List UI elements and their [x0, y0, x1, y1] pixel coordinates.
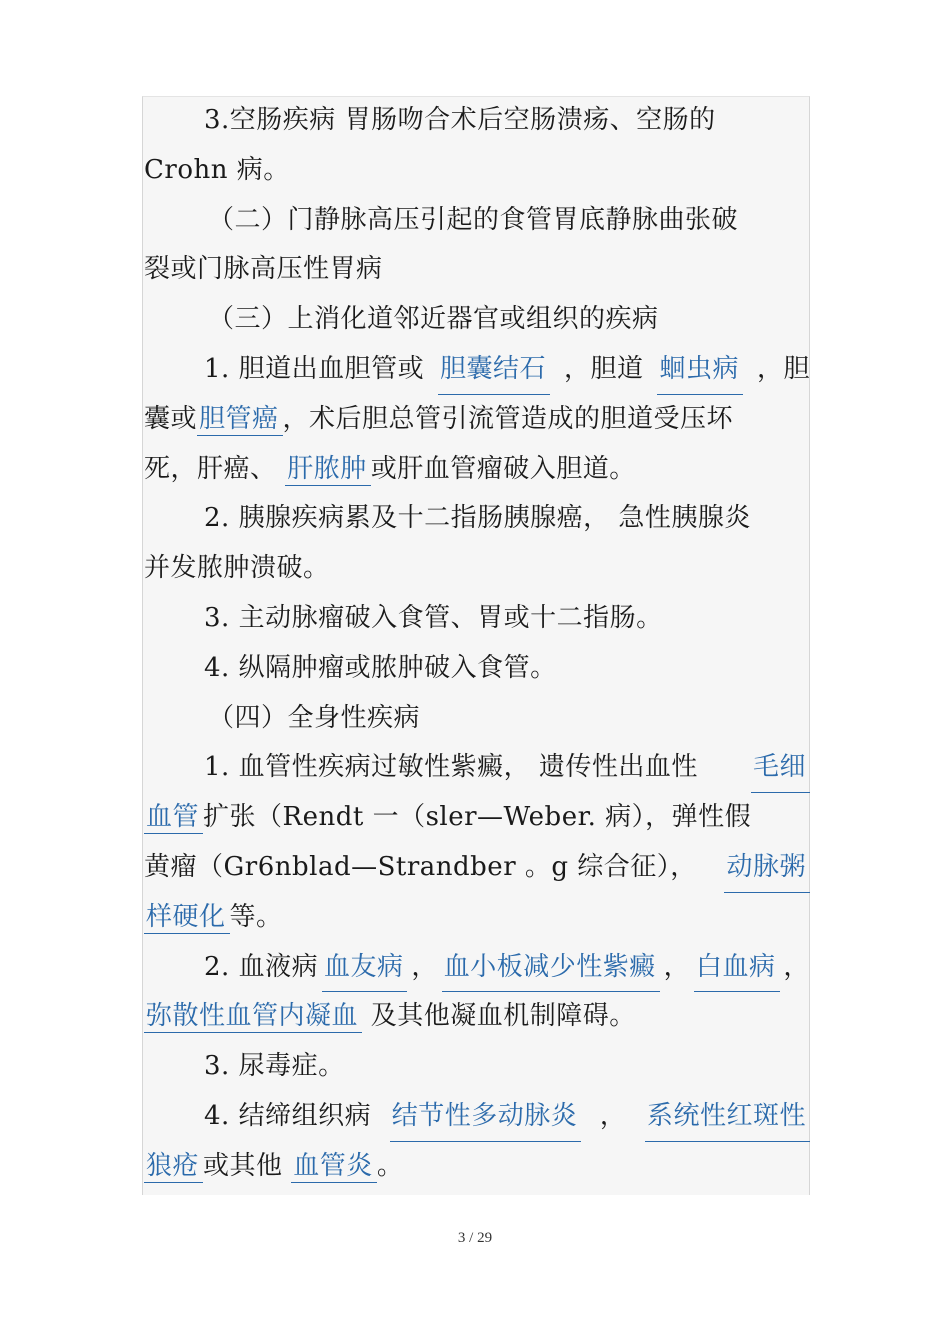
text-line: 3. 尿毒症。	[204, 1051, 345, 1082]
text-line	[144, 992, 810, 1042]
text-span: 扩张（Rendt 一（sler—Weber. 病），弹性假	[203, 802, 752, 833]
text-line	[144, 445, 810, 495]
text-line: 2. 胰腺疾病累及十二指肠胰腺癌， 急性胰腺炎	[204, 503, 751, 534]
link-vessel[interactable]: 血管	[144, 802, 203, 834]
text-span: 等。	[229, 901, 283, 932]
text-span: ，	[663, 951, 691, 982]
text-span: 及其他凝血机制障碍。	[370, 1001, 636, 1032]
section-heading: （二）门静脉高压引起的食管胃底静脉曲张破	[208, 204, 739, 235]
text-line: 3.空肠疾病 胃肠吻合术后空肠溃疡、空肠的	[204, 105, 716, 135]
link-cholangiocarcinoma[interactable]: 胆管癌	[197, 404, 283, 436]
text-span: 或其他	[203, 1150, 283, 1181]
link-polyarteritis-nodosa[interactable]: 结节性多动脉炎	[390, 1092, 582, 1142]
text-line: Crohn 病。	[144, 154, 290, 185]
text-span: 黄瘤（Gr6nblad—Strandber 。g 综合征），	[144, 851, 697, 882]
link-atherosclerosis[interactable]: 动脉粥	[724, 843, 810, 893]
text-span: 2. 血液病	[204, 951, 319, 982]
text-line	[144, 893, 810, 943]
text-span: 或肝血管瘤破入胆道。	[370, 453, 636, 484]
link-liver-abscess[interactable]: 肝脓肿	[285, 454, 371, 486]
section-heading: （三）上消化道邻近器官或组织的疾病	[208, 304, 659, 335]
text-line	[144, 943, 810, 993]
text-span: ，	[783, 951, 810, 982]
text-line	[144, 1142, 810, 1192]
link-vasculitis[interactable]: 血管炎	[291, 1151, 377, 1183]
text-span: ，	[599, 1100, 627, 1131]
link-dic[interactable]: 弥散性血管内凝血	[144, 1001, 362, 1033]
text-line	[144, 395, 810, 445]
text-line	[144, 843, 810, 893]
link-lupus-cont[interactable]: 狼疮	[144, 1151, 203, 1183]
link-hemophilia[interactable]: 血友病	[322, 943, 408, 993]
link-leukemia[interactable]: 白血病	[694, 943, 780, 993]
section-heading: （四）全身性疾病	[208, 702, 421, 733]
text-line	[144, 793, 810, 843]
text-line	[144, 1092, 810, 1142]
text-span: ，胆	[756, 353, 810, 384]
link-lupus[interactable]: 系统性红斑性	[645, 1092, 810, 1142]
link-gallstones[interactable]: 胆囊结石	[438, 345, 550, 395]
text-span: 4. 结缔组织病	[204, 1100, 372, 1131]
link-atherosclerosis-cont[interactable]: 样硬化	[144, 902, 230, 934]
page-number: 3 / 29	[457, 1230, 493, 1246]
text-span: 囊或	[144, 403, 198, 434]
link-capillary[interactable]: 毛细	[751, 743, 810, 793]
text-line	[144, 743, 810, 793]
document-body	[144, 96, 810, 1192]
text-span: 1. 血管性疾病过敏性紫癜， 遗传性出血性	[204, 752, 698, 783]
link-thrombocytopenic-purpura[interactable]: 血小板减少性紫癜	[442, 943, 660, 993]
text-line: 4. 纵隔肿瘤或脓肿破入食管。	[204, 652, 557, 683]
text-span: 。	[376, 1150, 404, 1181]
text-span: ，	[411, 951, 438, 982]
text-line: 裂或门脉高压性胃病	[144, 254, 383, 285]
text-span: 死，肝癌、	[144, 453, 277, 484]
text-line: 3. 主动脉瘤破入食管、胃或十二指肠。	[204, 602, 663, 633]
text-line: 并发脓肿溃破。	[144, 553, 330, 584]
text-span: 1. 胆道出血胆管或	[204, 353, 425, 384]
link-ascariasis[interactable]: 蛔虫病	[657, 345, 743, 395]
text-span: ，胆道	[564, 353, 644, 384]
text-line	[144, 345, 810, 395]
text-span: ，术后胆总管引流管造成的胆道受压坏	[282, 403, 734, 434]
